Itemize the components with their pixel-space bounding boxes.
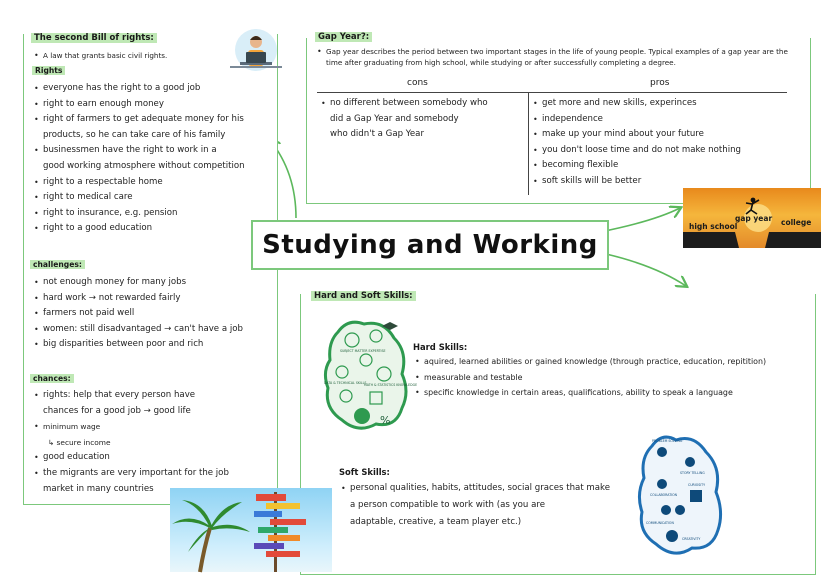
list-item: • right of farmers to get adequate money for his [34,112,245,128]
high-school-label: high school [689,222,738,231]
hard-brain-label: DATA & TECHNICAL SKILLS [324,381,367,385]
chances-list [34,388,229,497]
list-item: • big disparities between poor and rich [34,337,243,353]
hard-skills-list [415,354,766,401]
hard-skills-brain-icon [318,312,418,440]
list-item: • no different between somebody who [321,96,488,112]
bill-of-rights-title: The second Bill of rights: [31,33,157,43]
list-item: • specific knowledge in certain areas, qualifications, ability to speak a language [415,385,766,401]
list-item: • you don't loose time and do not make nothing [533,143,741,159]
gap-year-label: gap year [735,214,773,223]
gap-year-title: Gap Year?: [315,32,372,42]
soft-skills-list [341,480,610,531]
list-item: • right to insurance, e.g. pension [34,206,245,222]
list-item: • aquired, learned abilities or gained knowledge (through practice, education, repitition) [415,354,766,370]
soft-skills-heading: Soft Skills: [339,467,390,477]
table-divider [317,92,787,93]
gap-year-jump-image [683,188,821,248]
hard-skills-heading: Hard Skills: [413,342,468,352]
cons-list [321,96,488,143]
list-item: did a Gap Year and somebody [330,113,459,124]
pros-heading: pros [650,78,670,88]
list-item: • businessmen have the right to work in a [34,143,245,159]
list-item: products, so he can take care of his family [43,129,226,140]
list-item: chances for a good job → good life [43,405,191,416]
bill-of-rights-intro: • A law that grants basic civil rights. [34,51,167,62]
skills-title: Hard and Soft Skills: [311,291,416,301]
soft-brain-label: STORY TELLING [680,471,705,475]
soft-brain-label: CURIOSITY [688,483,706,487]
list-item: • everyone has the right to a good job [34,81,245,97]
challenges-heading: challenges: [30,260,85,269]
list-item: market in many countries [43,483,154,494]
arrow-to-skills-panel [606,254,686,286]
bill-of-rights-panel [23,34,278,505]
palm-signpost-image [170,488,332,572]
list-item: • becoming flexible [533,158,741,174]
person-at-laptop-icon [224,28,288,74]
gap-year-description: • Gap year describes the period between two important stages in the life of young people. Typical examples of a gap year are the time after graduating from high school, while studying or after successfully completing a degree. [317,46,802,68]
list-item: • hard work → not rewarded fairly [34,291,243,307]
list-item: • independence [533,112,741,128]
palm-tree-signpost-icon [170,488,332,572]
gap-year-panel [306,32,811,204]
soft-brain-label: COMMUNICATION [646,521,674,525]
rights-list [34,81,245,237]
list-item: • personal qualities, habits, attitudes, social graces that make [341,480,610,497]
cons-heading: cons [407,78,428,88]
list-item: a person compatible to work with (as you are [350,500,545,510]
list-item: • right to a good education [34,221,245,237]
list-item: • get more and new skills, experinces [533,96,741,112]
list-item: ↳ secure income [48,437,111,447]
list-item: • rights: help that every person have [34,388,229,404]
list-item: • right to a respectable home [34,175,245,191]
list-item: • make up your mind about your future [533,127,741,143]
hard-brain-label: SUBJECT MATTER EXPERTISE [340,349,386,353]
soft-brain-label: PROBLEM SOLVING [652,439,683,443]
hard-brain-label: MATH & STATISTICS KNOWLEDGE [364,383,418,387]
college-label: college [781,218,812,227]
list-item: adaptable, creative, a team player etc.) [350,517,522,527]
list-item: good working atmosphere without competition [43,160,245,171]
list-item: • not enough money for many jobs [34,275,243,291]
list-item: • right to medical care [34,190,245,206]
soft-skills-brain-icon [632,428,724,564]
list-item: • minimum wage [34,419,229,435]
list-item: • the migrants are very important for the job [34,466,229,482]
list-item: • good education [34,450,229,466]
list-item: • farmers not paid well [34,306,243,322]
column-divider [528,92,529,195]
pros-list [533,96,741,190]
soft-brain-label: CREATIVITY [682,537,701,541]
soft-brain-label: COLLABORATION [650,493,677,497]
list-item: who didn't a Gap Year [330,129,424,140]
list-item: • women: still disadvantaged → can't have a job [34,322,243,338]
arrow-to-gap-panel [600,208,680,232]
challenges-list [34,275,243,353]
chances-heading: chances: [30,374,74,383]
rights-heading: Rights [32,66,65,75]
main-title-box [251,220,609,270]
list-item: • right to earn enough money [34,97,245,113]
list-item: • soft skills will be better [533,174,741,190]
list-item: • measurable and testable [415,370,766,386]
main-title: Studying and Working [262,230,598,260]
svg-text:%: % [380,414,391,427]
